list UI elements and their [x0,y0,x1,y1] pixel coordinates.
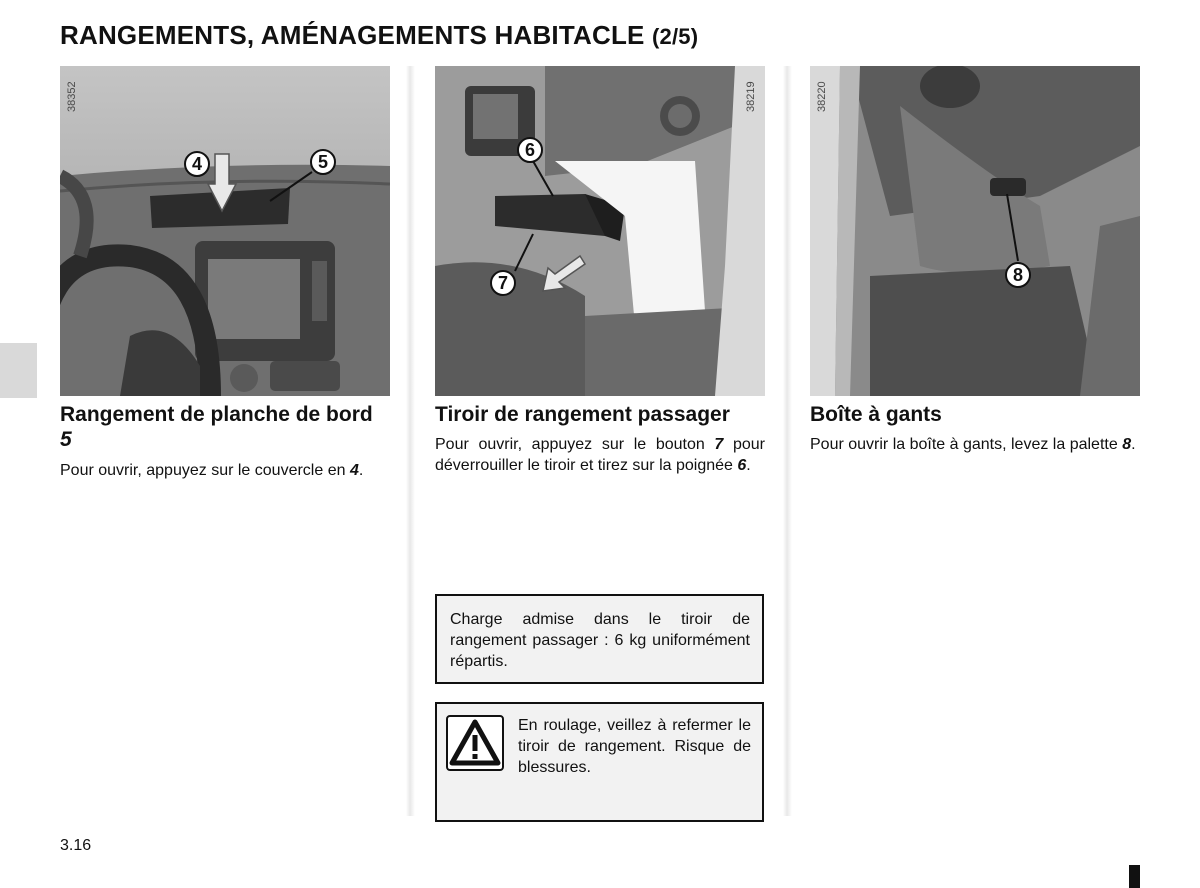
text-dashboard-storage-ref: 4 [349,462,359,479]
column-divider-2 [783,66,792,816]
heading-dashboard-storage [60,402,390,452]
page-number: 3.16 [60,837,92,854]
text-passenger-drawer-a: Pour ouvrir, appuyez sur le bouton [435,436,715,453]
heading-passenger-drawer: Tiroir de rangement passager [435,403,730,426]
text-passenger-drawer [435,434,765,476]
text-glove-box-b: . [1131,436,1136,453]
heading-dashboard-storage-ref: 5 [60,428,72,451]
photo-code-1: 38352 [66,81,78,112]
text-dashboard-storage-a: Pour ouvrir, appuyez sur le couvercle en [60,462,350,479]
note-box [435,594,764,684]
warning-box-text: En roulage, veillez à refermer le tiroir de rangement. Risque de blessures. [518,717,751,776]
note-box-text: Charge admise dans le tiroir de rangement passager : 6 kg uniformément répartis. [450,611,750,670]
text-passenger-drawer-c: . [746,457,751,474]
drawer-illustration [435,66,765,396]
photo-glove-box [810,66,1140,396]
callout-6: 6 [517,137,543,163]
warning-box [435,702,764,822]
callout-5: 5 [310,149,336,175]
text-passenger-drawer-ref-7: 7 [714,436,724,453]
photo-dashboard-storage [60,66,390,396]
column-divider-1 [406,66,415,816]
page-title [60,20,698,51]
chapter-tab [0,343,37,398]
text-glove-box-a: Pour ouvrir la boîte à gants, levez la palette [810,436,1123,453]
text-passenger-drawer-b: pour déverrouiller le tiroir et tirez sur la poignée [435,436,766,474]
photo-code-2: 38219 [745,81,757,112]
callout-8: 8 [1005,262,1031,288]
text-dashboard-storage-b: . [358,462,364,479]
heading-glove-box: Boîte à gants [810,403,942,426]
photo-passenger-drawer [435,66,765,396]
text-glove-box [810,434,1140,455]
heading-dashboard-storage-text: Rangement de planche de bord [60,403,373,426]
page-title-part: (2/5) [652,24,699,49]
callout-7: 7 [490,270,516,296]
warning-triangle-icon [446,715,504,771]
page-corner-mark [1129,865,1140,888]
text-glove-box-ref: 8 [1122,436,1132,453]
text-dashboard-storage [60,460,390,481]
photo-code-3: 38220 [816,81,828,112]
callout-4: 4 [184,151,210,177]
glovebox-illustration [810,66,1140,396]
page-title-text: RANGEMENTS, AMÉNAGEMENTS HABITACLE [60,20,645,50]
dashboard-illustration [60,66,390,396]
text-passenger-drawer-ref-6: 6 [737,457,747,474]
